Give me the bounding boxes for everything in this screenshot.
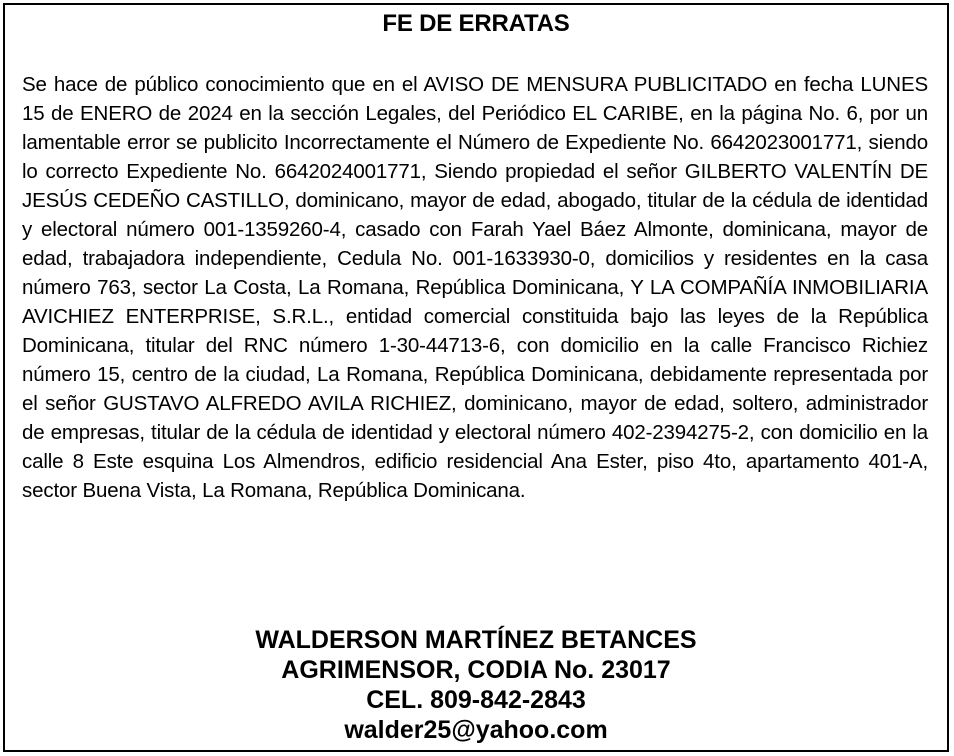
signature-phone: CEL. 809-842-2843 — [366, 686, 586, 714]
signature-credential: AGRIMENSOR, CODIA No. 23017 — [281, 656, 671, 684]
signature-name: WALDERSON MARTÍNEZ BETANCES — [255, 626, 697, 654]
notice-body: Se hace de público conocimiento que en el AVISO DE MENSURA PUBLICITADO en fecha LUNES 15 de ENERO de 2024 en la sección Legales, del Periódico EL CARIBE, en la página No. 6, por un lamentable error se publicito Incorrectamente el Número de Expediente No. 6642023001771, siendo lo correcto Expediente No. 6642024001771, Siendo propiedad el señor GILBERTO VALENTÍN DE JESÚS CEDEÑO CASTILLO, dominicano, mayor de edad, abogado, titular de la cédula de identidad y electoral número 001-1359260-4, casado con Farah Yael Báez Almonte, dominicana, mayor de edad, trabajadora independiente, Cedula No. 001-1633930-0, domicilios y residentes en la casa número 763, sector La Costa, La Romana, República Dominicana, Y LA COMPAÑÍA INMOBILIARIA AVICHIEZ ENTERPRISE, S.R.L., entidad comercial constituida bajo las leyes de la República Dominicana, titular del RNC número 1-30-44713-6, con domicilio en la calle Francisco Richiez número 15, centro de la ciudad, La Romana, República Dominicana, debidamente representada por el señor GUSTAVO ALFREDO AVILA RICHIEZ, dominicano, mayor de edad, soltero, administrador de empresas, titular de la cédula de identidad y electoral número 402-2394275-2, con domicilio en la calle 8 Este esquina Los Almendros, edificio residencial Ana Ester, piso 4to, apartamento 401-A, sector Buena Vista, La Romana, República Dominicana. — [22, 73, 928, 502]
signature-email: walder25@yahoo.com — [344, 716, 608, 744]
signature-block — [5, 625, 947, 745]
notice-box — [3, 3, 949, 752]
notice-title: FE DE ERRATAS — [382, 10, 570, 37]
